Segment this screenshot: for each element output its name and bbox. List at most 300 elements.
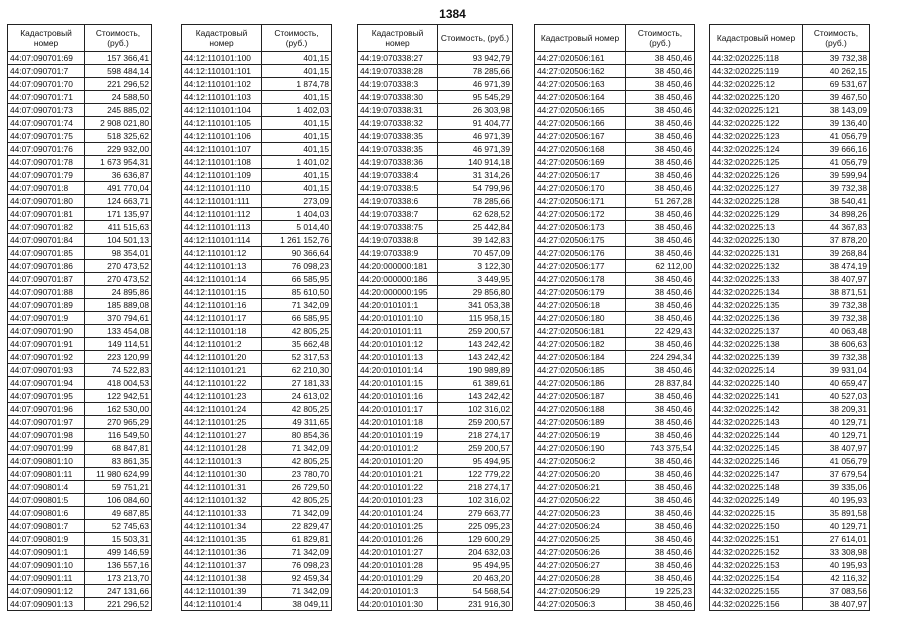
table-row: [182, 130, 332, 143]
cost-cell: 221 296,52: [85, 78, 152, 91]
cost-cell: 95 494,95: [438, 559, 513, 572]
table-row: [358, 195, 513, 208]
cadastral-number-cell: 44:32:020225:125: [710, 156, 803, 169]
cadastral-number-cell: 44:12:110101:109: [182, 169, 262, 182]
cost-cell: 38 407,97: [803, 598, 870, 611]
cadastral-number-cell: 44:07:090701:90: [8, 325, 85, 338]
table-row: [710, 247, 870, 260]
cost-cell: 44 367,83: [803, 221, 870, 234]
cost-cell: 38 450,46: [626, 481, 695, 494]
cadastral-number-cell: 44:12:110101:31: [182, 481, 262, 494]
cost-cell: 39 931,04: [803, 364, 870, 377]
table-row: [358, 468, 513, 481]
cadastral-number-cell: 44:12:110101:2: [182, 338, 262, 351]
cost-cell: 54 799,96: [438, 182, 513, 195]
cost-cell: 25 442,84: [438, 221, 513, 234]
cadastral-table: [357, 24, 513, 611]
cadastral-number-cell: 44:27:020506:185: [535, 364, 626, 377]
cost-cell: 38 407,97: [803, 273, 870, 286]
table-row: [182, 546, 332, 559]
cadastral-number-cell: 44:32:020225:146: [710, 455, 803, 468]
cadastral-number-cell: 44:32:020225:126: [710, 169, 803, 182]
table-row: [710, 130, 870, 143]
cadastral-number-cell: 44:20:010101:27: [358, 546, 438, 559]
table-row: [535, 182, 695, 195]
cost-cell: 37 679,54: [803, 468, 870, 481]
table-row: [535, 390, 695, 403]
cost-cell: 38 450,46: [626, 117, 695, 130]
table-row: [710, 520, 870, 533]
cadastral-number-cell: 44:12:110101:106: [182, 130, 262, 143]
cadastral-number-cell: 44:07:090701:88: [8, 286, 85, 299]
table-row: [535, 312, 695, 325]
cadastral-number-cell: 44:32:020225:136: [710, 312, 803, 325]
cost-cell: 122 779,22: [438, 468, 513, 481]
cost-cell: 1 401,02: [262, 156, 332, 169]
table-row: [8, 364, 152, 377]
cost-cell: 34 898,26: [803, 208, 870, 221]
cadastral-number-cell: 44:27:020506:165: [535, 104, 626, 117]
cadastral-number-cell: 44:27:020506:172: [535, 208, 626, 221]
cadastral-number-cell: 44:27:020506:190: [535, 442, 626, 455]
table-row: [182, 208, 332, 221]
table-row: [182, 91, 332, 104]
cost-cell: 35 891,58: [803, 507, 870, 520]
table-row: [182, 325, 332, 338]
table-row: [182, 429, 332, 442]
table-row: [182, 299, 332, 312]
table-row: [358, 312, 513, 325]
cadastral-number-cell: 44:20:010101:17: [358, 403, 438, 416]
table-row: [535, 325, 695, 338]
table-row: [535, 221, 695, 234]
cost-cell: 39 136,40: [803, 117, 870, 130]
table-row: [182, 572, 332, 585]
cadastral-number-cell: 44:32:020225:122: [710, 117, 803, 130]
table-row: [358, 351, 513, 364]
cadastral-number-cell: 44:12:110101:36: [182, 546, 262, 559]
tables-container: [0, 24, 905, 620]
cadastral-number-cell: 44:27:020506:176: [535, 247, 626, 260]
cadastral-number-cell: 44:27:020506:171: [535, 195, 626, 208]
cost-cell: 401,15: [262, 52, 332, 65]
table-row: [8, 429, 152, 442]
cadastral-number-cell: 44:19:070338:7: [358, 208, 438, 221]
cadastral-number-cell: 44:32:020225:127: [710, 182, 803, 195]
cost-cell: 98 354,01: [85, 247, 152, 260]
cost-cell: 38 450,46: [626, 143, 695, 156]
cadastral-number-cell: 44:20:010101:12: [358, 338, 438, 351]
cost-cell: 270 965,29: [85, 416, 152, 429]
table-row: [535, 416, 695, 429]
cadastral-number-cell: 44:20:010101:26: [358, 533, 438, 546]
cadastral-table: [7, 24, 152, 611]
cadastral-number-cell: 44:12:110101:34: [182, 520, 262, 533]
cost-cell: 52 745,63: [85, 520, 152, 533]
cost-cell: 38 450,46: [626, 338, 695, 351]
table-row: [182, 221, 332, 234]
cadastral-number-cell: 44:12:110101:14: [182, 273, 262, 286]
table-row: [182, 286, 332, 299]
table-row: [535, 143, 695, 156]
cadastral-number-cell: 44:12:110101:107: [182, 143, 262, 156]
table-row: [182, 52, 332, 65]
cost-cell: 247 131,66: [85, 585, 152, 598]
cost-cell: 40 129,71: [803, 429, 870, 442]
table-row: [710, 416, 870, 429]
cadastral-number-cell: 44:27:020506:27: [535, 559, 626, 572]
cost-cell: 143 242,42: [438, 338, 513, 351]
cadastral-number-cell: 44:07:090701:75: [8, 130, 85, 143]
cadastral-number-cell: 44:32:020225:142: [710, 403, 803, 416]
table-row: [8, 65, 152, 78]
table-row: [710, 234, 870, 247]
table-row: [8, 598, 152, 611]
table-row: [182, 247, 332, 260]
table-row: [182, 195, 332, 208]
table-row: [182, 442, 332, 455]
table-row: [710, 377, 870, 390]
table-row: [182, 65, 332, 78]
cadastral-number-cell: 44:19:070338:28: [358, 65, 438, 78]
cost-cell: 38 450,46: [626, 403, 695, 416]
cadastral-number-cell: 44:32:020225:138: [710, 338, 803, 351]
table-row: [535, 364, 695, 377]
cost-cell: 70 457,09: [438, 247, 513, 260]
cost-cell: 46 971,39: [438, 78, 513, 91]
cost-cell: 38 450,46: [626, 416, 695, 429]
cadastral-number-cell: 44:12:110101:28: [182, 442, 262, 455]
cost-cell: 1 673 954,31: [85, 156, 152, 169]
cadastral-number-cell: 44:32:020225:118: [710, 52, 803, 65]
cost-cell: 223 120,99: [85, 351, 152, 364]
cadastral-number-cell: 44:12:110101:105: [182, 117, 262, 130]
cadastral-number-cell: 44:32:020225:131: [710, 247, 803, 260]
cost-cell: 743 375,54: [626, 442, 695, 455]
cadastral-number-cell: 44:27:020506:24: [535, 520, 626, 533]
column-header-cadastral-number: Кадастровый номер: [182, 25, 262, 52]
cost-cell: 95 494,95: [438, 455, 513, 468]
table-row: [535, 598, 695, 611]
cadastral-number-cell: 44:27:020506:169: [535, 156, 626, 169]
cadastral-number-cell: 44:32:020225:141: [710, 390, 803, 403]
cost-cell: 92 459,34: [262, 572, 332, 585]
column-header-cadastral-number: Кадастровый номер: [710, 25, 803, 52]
table-row: [182, 377, 332, 390]
cost-cell: 401,15: [262, 143, 332, 156]
cost-cell: 104 501,13: [85, 234, 152, 247]
cadastral-number-cell: 44:07:090701:94: [8, 377, 85, 390]
cost-cell: 40 262,15: [803, 65, 870, 78]
cadastral-number-cell: 44:27:020506:3: [535, 598, 626, 611]
cadastral-number-cell: 44:32:020225:119: [710, 65, 803, 78]
cost-cell: 42 805,25: [262, 455, 332, 468]
cost-cell: 38 450,46: [626, 208, 695, 221]
cost-cell: 229 932,00: [85, 143, 152, 156]
table-row: [358, 260, 513, 273]
cost-cell: 41 056,79: [803, 455, 870, 468]
cadastral-number-cell: 44:12:110101:18: [182, 325, 262, 338]
table-row: [535, 104, 695, 117]
cadastral-number-cell: 44:07:090801:7: [8, 520, 85, 533]
cost-cell: 499 146,59: [85, 546, 152, 559]
cadastral-number-cell: 44:12:110101:22: [182, 377, 262, 390]
cost-cell: 31 314,26: [438, 169, 513, 182]
table-row: [8, 520, 152, 533]
cost-cell: 418 004,53: [85, 377, 152, 390]
table-row: [710, 559, 870, 572]
cost-cell: 116 549,50: [85, 429, 152, 442]
cost-cell: 411 515,63: [85, 221, 152, 234]
cadastral-number-cell: 44:32:020225:144: [710, 429, 803, 442]
cadastral-number-cell: 44:20:000000:186: [358, 273, 438, 286]
table-row: [8, 416, 152, 429]
table-row: [358, 325, 513, 338]
cost-cell: 78 285,66: [438, 65, 513, 78]
cadastral-number-cell: 44:27:020506:177: [535, 260, 626, 273]
cadastral-number-cell: 44:27:020506:29: [535, 585, 626, 598]
table-row: [710, 286, 870, 299]
cadastral-number-cell: 44:20:010101:20: [358, 455, 438, 468]
cost-cell: 71 342,09: [262, 585, 332, 598]
cost-cell: 38 474,19: [803, 260, 870, 273]
cost-cell: 24 613,02: [262, 390, 332, 403]
cost-cell: 42 805,25: [262, 494, 332, 507]
table-row: [710, 169, 870, 182]
cost-cell: 38 450,46: [626, 130, 695, 143]
table-row: [8, 104, 152, 117]
cost-cell: 38 209,31: [803, 403, 870, 416]
cadastral-number-cell: 44:27:020506:187: [535, 390, 626, 403]
cost-cell: 39 666,16: [803, 143, 870, 156]
cadastral-number-cell: 44:32:020225:14: [710, 364, 803, 377]
table-row: [358, 91, 513, 104]
cadastral-number-cell: 44:20:010101:23: [358, 494, 438, 507]
cadastral-number-cell: 44:07:090701:98: [8, 429, 85, 442]
table-row: [182, 559, 332, 572]
cost-cell: 62 628,52: [438, 208, 513, 221]
cadastral-number-cell: 44:32:020225:12: [710, 78, 803, 91]
cost-cell: 26 303,98: [438, 104, 513, 117]
cadastral-number-cell: 44:20:000000:195: [358, 286, 438, 299]
cost-cell: 401,15: [262, 117, 332, 130]
table-row: [8, 338, 152, 351]
table-row: [182, 117, 332, 130]
cost-cell: 38 450,46: [626, 507, 695, 520]
cadastral-number-cell: 44:27:020506:25: [535, 533, 626, 546]
table-row: [710, 364, 870, 377]
cost-cell: 61 389,61: [438, 377, 513, 390]
cadastral-number-cell: 44:07:090701:99: [8, 442, 85, 455]
cost-cell: 95 545,29: [438, 91, 513, 104]
cadastral-number-cell: 44:20:010101:18: [358, 416, 438, 429]
cadastral-number-cell: 44:20:000000:181: [358, 260, 438, 273]
table-row: [358, 377, 513, 390]
cost-cell: 39 732,38: [803, 52, 870, 65]
table-row: [535, 546, 695, 559]
cadastral-number-cell: 44:12:110101:13: [182, 260, 262, 273]
table-row: [358, 520, 513, 533]
table-row: [8, 572, 152, 585]
table-row: [710, 143, 870, 156]
table-row: [710, 325, 870, 338]
cost-cell: 38 450,46: [626, 312, 695, 325]
table-row: [182, 416, 332, 429]
cadastral-number-cell: 44:27:020506:17: [535, 169, 626, 182]
cadastral-number-cell: 44:19:070338:31: [358, 104, 438, 117]
table-row: [710, 572, 870, 585]
table-row: [710, 442, 870, 455]
cadastral-number-cell: 44:12:110101:39: [182, 585, 262, 598]
cost-cell: 273,09: [262, 195, 332, 208]
cost-cell: 51 267,28: [626, 195, 695, 208]
table-row: [182, 156, 332, 169]
cadastral-number-cell: 44:27:020506:28: [535, 572, 626, 585]
table-row: [182, 182, 332, 195]
cadastral-number-cell: 44:27:020506:186: [535, 377, 626, 390]
cadastral-number-cell: 44:32:020225:148: [710, 481, 803, 494]
table-row: [8, 260, 152, 273]
table-row: [8, 156, 152, 169]
cadastral-number-cell: 44:32:020225:156: [710, 598, 803, 611]
table-row: [535, 65, 695, 78]
cadastral-number-cell: 44:27:020506:173: [535, 221, 626, 234]
cadastral-number-cell: 44:07:090801:10: [8, 455, 85, 468]
table-row: [358, 208, 513, 221]
table-row: [535, 91, 695, 104]
table-row: [358, 286, 513, 299]
cadastral-number-cell: 44:19:070338:5: [358, 182, 438, 195]
cadastral-number-cell: 44:27:020506:163: [535, 78, 626, 91]
cadastral-number-cell: 44:32:020225:155: [710, 585, 803, 598]
cost-cell: 401,15: [262, 182, 332, 195]
cost-cell: 19 225,23: [626, 585, 695, 598]
cadastral-number-cell: 44:19:070338:3: [358, 78, 438, 91]
table-row: [535, 403, 695, 416]
table-row: [8, 403, 152, 416]
table-row: [358, 143, 513, 156]
cadastral-number-cell: 44:07:090701:74: [8, 117, 85, 130]
cadastral-number-cell: 44:32:020225:134: [710, 286, 803, 299]
cadastral-number-cell: 44:12:110101:37: [182, 559, 262, 572]
cost-cell: 38 450,46: [626, 91, 695, 104]
table-row: [710, 273, 870, 286]
cadastral-number-cell: 44:07:090701:70: [8, 78, 85, 91]
cost-cell: 38 606,63: [803, 338, 870, 351]
cost-cell: 1 261 152,76: [262, 234, 332, 247]
cadastral-number-cell: 44:27:020506:170: [535, 182, 626, 195]
cost-cell: 218 274,17: [438, 481, 513, 494]
cost-cell: 259 200,57: [438, 325, 513, 338]
cost-cell: 38 450,46: [626, 429, 695, 442]
table-row: [535, 260, 695, 273]
table-row: [182, 533, 332, 546]
cost-cell: 38 450,46: [626, 221, 695, 234]
table-row: [710, 221, 870, 234]
cadastral-table: [534, 24, 695, 611]
cadastral-number-cell: 44:07:090801:9: [8, 533, 85, 546]
table-row: [535, 481, 695, 494]
table-row: [8, 169, 152, 182]
cost-cell: 40 063,48: [803, 325, 870, 338]
cost-cell: 27 614,01: [803, 533, 870, 546]
cost-cell: 40 195,93: [803, 559, 870, 572]
table-row: [182, 104, 332, 117]
table-row: [8, 442, 152, 455]
table-row: [710, 455, 870, 468]
cadastral-number-cell: 44:27:020506:188: [535, 403, 626, 416]
cadastral-number-cell: 44:20:010101:29: [358, 572, 438, 585]
table-row: [710, 403, 870, 416]
cadastral-number-cell: 44:12:110101:23: [182, 390, 262, 403]
table-row: [8, 130, 152, 143]
cadastral-number-cell: 44:12:110101:112: [182, 208, 262, 221]
table-row: [710, 299, 870, 312]
cadastral-number-cell: 44:07:090701:93: [8, 364, 85, 377]
cadastral-number-cell: 44:20:010101:13: [358, 351, 438, 364]
cost-cell: 38 450,46: [626, 156, 695, 169]
cadastral-number-cell: 44:07:090801:11: [8, 468, 85, 481]
cost-cell: 38 450,46: [626, 494, 695, 507]
table-row: [8, 533, 152, 546]
cost-cell: 37 878,20: [803, 234, 870, 247]
cost-cell: 370 794,61: [85, 312, 152, 325]
cost-cell: 59 751,21: [85, 481, 152, 494]
cadastral-number-cell: 44:12:110101:103: [182, 91, 262, 104]
cost-cell: 39 732,38: [803, 312, 870, 325]
cadastral-number-cell: 44:32:020225:129: [710, 208, 803, 221]
cadastral-number-cell: 44:27:020506:164: [535, 91, 626, 104]
cost-cell: 71 342,09: [262, 546, 332, 559]
table-row: [358, 117, 513, 130]
cost-cell: 38 450,46: [626, 169, 695, 182]
table-row: [358, 507, 513, 520]
cost-cell: 173 213,70: [85, 572, 152, 585]
cadastral-number-cell: 44:12:110101:113: [182, 221, 262, 234]
cadastral-number-cell: 44:12:110101:12: [182, 247, 262, 260]
cost-cell: 38 450,46: [626, 52, 695, 65]
cost-cell: 24 588,50: [85, 91, 152, 104]
cadastral-number-cell: 44:07:090801:6: [8, 507, 85, 520]
cost-cell: 106 084,60: [85, 494, 152, 507]
table-row: [182, 481, 332, 494]
table-row: [710, 533, 870, 546]
cadastral-number-cell: 44:12:110101:33: [182, 507, 262, 520]
cadastral-number-cell: 44:20:010101:15: [358, 377, 438, 390]
cost-cell: 270 473,52: [85, 273, 152, 286]
cadastral-number-cell: 44:27:020506:168: [535, 143, 626, 156]
cadastral-number-cell: 44:07:090701:92: [8, 351, 85, 364]
cadastral-number-cell: 44:32:020225:140: [710, 377, 803, 390]
table-row: [182, 143, 332, 156]
table-row: [535, 338, 695, 351]
table-row: [358, 273, 513, 286]
table-row: [182, 455, 332, 468]
cadastral-number-cell: 44:20:010101:16: [358, 390, 438, 403]
cost-cell: 38 450,46: [626, 598, 695, 611]
cadastral-number-cell: 44:07:090701:85: [8, 247, 85, 260]
table-row: [8, 234, 152, 247]
cadastral-number-cell: 44:12:110101:25: [182, 416, 262, 429]
cadastral-number-cell: 44:32:020225:121: [710, 104, 803, 117]
table-row: [358, 416, 513, 429]
table-row: [182, 598, 332, 611]
table-row: [535, 208, 695, 221]
cadastral-number-cell: 44:20:010101:24: [358, 507, 438, 520]
table-row: [8, 52, 152, 65]
table-row: [8, 299, 152, 312]
page-number: 1384: [439, 7, 466, 21]
